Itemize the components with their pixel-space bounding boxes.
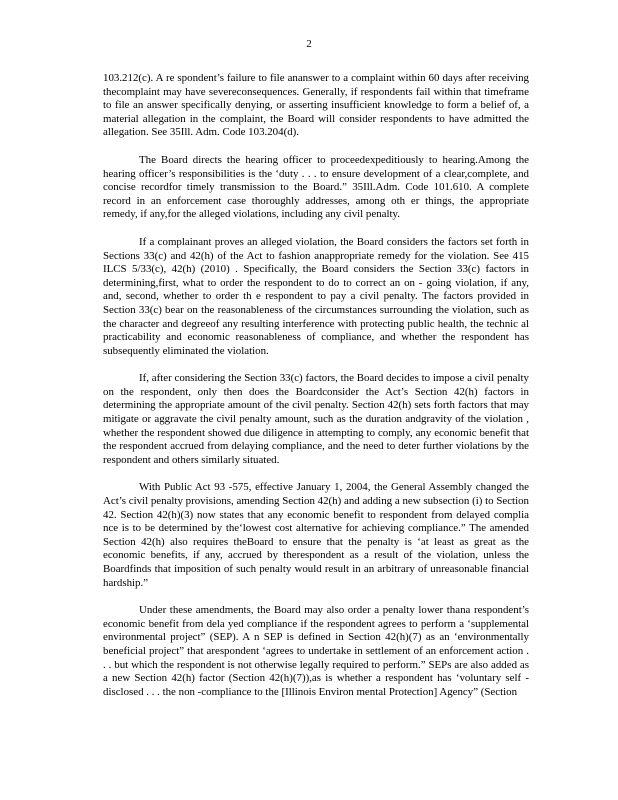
body-text [103, 72, 529, 713]
paragraph-public-act: With Public Act 93 -575, effective January 1, 2004, the General Assembly changed the Act’s civil penalty provisions, amending Section 42(h) and adding a new subsection (i) to Section 42. Section 42(h)(3) now states that any economic benefit to respondent from delayed complia nce is to be determined by the‘lowest cost alternative for achieving compliance.” The amended Section 42(h) also requires theBoard to ensure that the penalty is ‘at least as great as the economic benefits, if any, accrued by therespondent as a result of the violation, unless the Boardfinds that imposition of such penalty would result in an arbitrary of unreasonable financial hardship.” [103, 481, 529, 589]
page-number: 2 [306, 38, 312, 50]
paragraph-section-42h-factors: If, after considering the Section 33(c) factors, the Board decides to impose a civil penalty on the respondent, only then does the Boardconsider the Act’s Section 42(h) factors in determining the appropriate amount of the civil penalty. Section 42(h) sets forth factors that may mitigate or aggravate the civil penalty amount, such as the duration andgravity of the violation , whether the respondent showed due diligence in attempting to comply, any economic benefit that the respondent accrued from delaying compliance, and the need to deter further violations by the respondent and others similarly situated. [103, 372, 529, 466]
paragraph-sep: Under these amendments, the Board may also order a penalty lower thana respondent’s economic benefit from dela yed compliance if the respondent agrees to perform a ‘supplemental environmental project” (SEP). A n SEP is defined in Section 42(h)(7) as an ‘environmentally beneficial project” that arespondent ‘agrees to undertake in settlement of an enforcement action . . . but which the respondent is not otherwise legally required to perform.” SEPs are also added as a new Section 42(h) factor (Section 42(h)(7)),as is whether a respondent has ‘voluntary self - disclosed . . . the non -compliance to the [Illinois Environ mental Protection] Agency” (Section [103, 604, 529, 698]
paragraph-continuation: 103.212(c). A re spondent’s failure to file ananswer to a complaint within 60 days after receiving thecomplaint may have severeconsequences. Generally, if respondents fail within that timeframe to file an answer specifically denying, or asserting insufficient knowledge to form a belief of, a material allegation in the complaint, the Board will consider respondents to have admitted the allegation. See 35Ill. Adm. Code 103.204(d). [103, 72, 529, 139]
paragraph-section-33c-factors: If a complainant proves an alleged violation, the Board considers the factors set forth in Sections 33(c) and 42(h) of the Act to fashion anappropriate remedy for the violation. See 415 ILCS 5/33(c), 42(h) (2010) . Specifically, the Board considers the Section 33(c) factors in determining,first, what to order the respondent to do to correct an on - going violation, if any, and, second, whether to order th e respondent to pay a civil penalty. The factors provided in Section 33(c) bear on the reasonableness of the circumstances surrounding the violation, such as the character and degreeof any resulting interference with protecting public health, the technic al practicability and economic reasonableness of compliance, and whether the respondent has subsequently eliminated the violation. [103, 235, 529, 357]
paragraph-hearing-officer: The Board directs the hearing officer to proceedexpeditiously to hearing.Among the hearing officer’s responsibilities is the ‘duty . . . to ensure development of a clear,complete, and concise recordfor timely transmission to the Board.” 35Ill.Adm. Code 101.610. A complete record in an enforcement case thoroughly addresses, among oth er things, the appropriate remedy, if any,for the alleged violations, including any civil penalty. [103, 153, 529, 221]
